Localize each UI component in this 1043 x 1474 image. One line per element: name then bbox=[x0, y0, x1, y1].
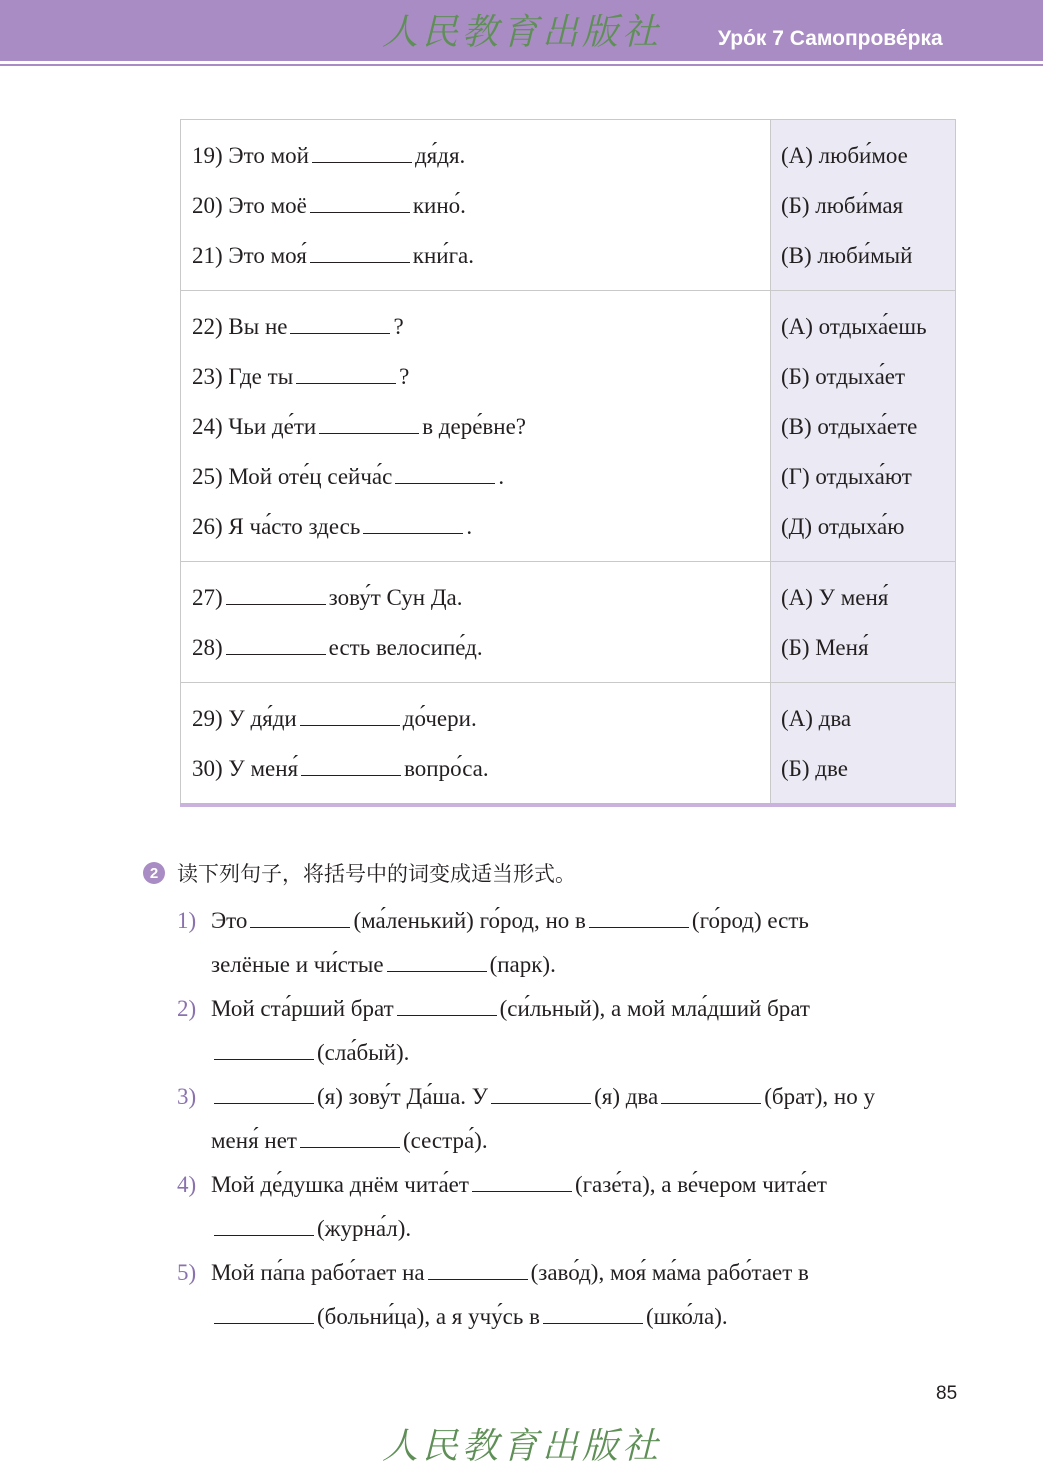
question-text-before: 19) Это мой bbox=[192, 143, 309, 168]
question-text-before: 27) bbox=[192, 585, 223, 610]
question-text-after: вопро́са. bbox=[404, 756, 489, 781]
spacer bbox=[192, 281, 770, 290]
task-text-segment: (я) два bbox=[594, 1084, 659, 1109]
answer-blank[interactable] bbox=[491, 1102, 591, 1104]
question-text-before: 22) Вы не bbox=[192, 314, 288, 339]
task-text-segment: меня́ нет bbox=[211, 1128, 297, 1153]
task-item bbox=[177, 1163, 983, 1251]
task-item-text bbox=[211, 1163, 951, 1251]
spacer bbox=[192, 562, 770, 573]
question-text-before: 30) У меня́ bbox=[192, 756, 299, 781]
task-text-segment: зелёные и чи́стые bbox=[211, 952, 384, 977]
answer-blank[interactable] bbox=[296, 382, 396, 384]
question-cell bbox=[181, 562, 771, 683]
task-text-segment: Мой де́душка днём чита́ет bbox=[211, 1172, 469, 1197]
answer-option: (Б) люби́мая bbox=[781, 193, 904, 218]
spacer bbox=[781, 281, 955, 290]
question-text-before: 24) Чьи де́ти bbox=[192, 414, 317, 439]
task-item-text bbox=[211, 1251, 951, 1339]
answer-blank[interactable] bbox=[319, 432, 419, 434]
answer-blank[interactable] bbox=[428, 1278, 528, 1280]
answer-blank[interactable] bbox=[290, 332, 390, 334]
task-text-segment: (шко́ла). bbox=[645, 1304, 728, 1329]
spacer bbox=[781, 562, 955, 573]
task-text-segment: (парк). bbox=[489, 952, 556, 977]
spacer bbox=[192, 794, 770, 803]
question-text-before: 23) Где ты bbox=[192, 364, 294, 389]
task-text-segment: (си́льный), а мой мла́дший брат bbox=[499, 996, 810, 1021]
question-text-after: до́чери. bbox=[402, 706, 477, 731]
answer-blank[interactable] bbox=[543, 1322, 643, 1324]
options-cell bbox=[771, 683, 956, 806]
answer-blank[interactable] bbox=[226, 653, 326, 655]
spacer bbox=[781, 673, 955, 682]
answer-blank[interactable] bbox=[214, 1322, 314, 1324]
task-item-line bbox=[211, 1163, 951, 1207]
question-text-after: ? bbox=[399, 364, 410, 389]
answer-option: (В) люби́мый bbox=[781, 243, 913, 268]
task-item bbox=[177, 1251, 983, 1339]
task-number-badge: 2 bbox=[143, 862, 165, 884]
table-row bbox=[181, 291, 956, 562]
task-text-segment: (газе́та), а ве́чером чита́ет bbox=[574, 1172, 827, 1197]
answer-option: (Д) отдыха́ю bbox=[781, 514, 905, 539]
question-text-after: в дере́вне? bbox=[422, 414, 527, 439]
task-item bbox=[177, 899, 983, 987]
task-text-segment: (больни́ца), а я учу́сь в bbox=[317, 1304, 540, 1329]
answer-blank[interactable] bbox=[300, 724, 400, 726]
options-cell bbox=[771, 562, 956, 683]
task-item-number: 5) bbox=[177, 1260, 197, 1285]
table-row bbox=[181, 683, 956, 806]
options-cell bbox=[771, 120, 956, 291]
answer-blank[interactable] bbox=[363, 532, 463, 534]
task-2 bbox=[143, 855, 983, 1339]
question-text-after: есть велосипе́д. bbox=[328, 635, 483, 660]
answer-option: (В) отдыха́ете bbox=[781, 414, 918, 439]
task-2-title: 读下列句子，将括号中的词变成适当形式。 bbox=[177, 862, 576, 886]
spacer bbox=[192, 552, 770, 561]
question-text-after: . bbox=[498, 464, 505, 489]
task-2-items bbox=[143, 899, 983, 1339]
task-text-segment: (сестра́). bbox=[402, 1128, 488, 1153]
task-text-segment: Мой ста́рший брат bbox=[211, 996, 394, 1021]
table-row bbox=[181, 120, 956, 291]
answer-option: (А) люби́мое bbox=[781, 143, 908, 168]
task-text-segment: (журна́л). bbox=[317, 1216, 412, 1241]
question-line bbox=[192, 181, 770, 231]
spacer bbox=[192, 683, 770, 694]
question-cell bbox=[181, 291, 771, 562]
question-line bbox=[192, 231, 770, 281]
answer-option: (А) У меня́ bbox=[781, 585, 889, 610]
answer-option: (Б) отдыха́ет bbox=[781, 364, 906, 389]
question-text-before: 28) bbox=[192, 635, 223, 660]
answer-blank[interactable] bbox=[310, 261, 410, 263]
task-item-line bbox=[211, 1295, 951, 1339]
question-text-after: дя́дя. bbox=[414, 143, 466, 168]
question-line bbox=[192, 402, 770, 452]
task-item-text bbox=[211, 1075, 951, 1163]
task-item-number: 4) bbox=[177, 1172, 197, 1197]
question-line bbox=[192, 131, 770, 181]
question-line bbox=[192, 352, 770, 402]
answer-option: (Б) Меня́ bbox=[781, 635, 869, 660]
question-line bbox=[192, 744, 770, 794]
spacer bbox=[192, 291, 770, 302]
task-item bbox=[177, 987, 983, 1075]
exercise-table bbox=[180, 119, 956, 807]
answer-blank[interactable] bbox=[395, 482, 495, 484]
answer-option: (А) два bbox=[781, 706, 852, 731]
question-text-before: 20) Это моё bbox=[192, 193, 307, 218]
spacer bbox=[781, 291, 955, 302]
task-text-segment: (сла́бый). bbox=[317, 1040, 410, 1065]
task-text-segment: (заво́д), моя́ ма́ма рабо́тает в bbox=[530, 1260, 809, 1285]
task-text-segment: Это bbox=[211, 908, 248, 933]
answer-blank[interactable] bbox=[214, 1102, 314, 1104]
spacer bbox=[781, 552, 955, 561]
task-item-line bbox=[211, 1031, 951, 1075]
answer-option: (Б) две bbox=[781, 756, 848, 781]
answer-blank[interactable] bbox=[397, 1014, 497, 1016]
spacer bbox=[781, 683, 955, 694]
question-text-before: 25) Мой оте́ц сейча́с bbox=[192, 464, 393, 489]
task-text-segment: (я) зову́т Да́ша. У bbox=[317, 1084, 489, 1109]
task-item-line bbox=[211, 943, 951, 987]
question-line bbox=[192, 623, 770, 673]
lesson-title: Уро́к 7 Самопрове́рка bbox=[718, 27, 943, 50]
table-row bbox=[181, 562, 956, 683]
question-text-after: . bbox=[466, 514, 473, 539]
task-item-line bbox=[211, 1251, 951, 1295]
page-number: 85 bbox=[936, 1383, 958, 1404]
question-text-before: 29) У дя́ди bbox=[192, 706, 297, 731]
answer-blank[interactable] bbox=[387, 970, 487, 972]
question-text-after: кни́га. bbox=[412, 243, 474, 268]
task-item-line bbox=[211, 1119, 951, 1163]
question-cell bbox=[181, 120, 771, 291]
task-item-line bbox=[211, 987, 951, 1031]
answer-blank[interactable] bbox=[312, 161, 412, 163]
question-cell bbox=[181, 683, 771, 806]
answer-blank[interactable] bbox=[300, 1146, 400, 1148]
spacer bbox=[781, 120, 955, 131]
spacer bbox=[192, 120, 770, 131]
task-item-line bbox=[211, 1207, 951, 1251]
question-line bbox=[192, 573, 770, 623]
task-item-line bbox=[211, 899, 951, 943]
task-text-segment: (ма́ленький) го́род, но в bbox=[353, 908, 586, 933]
task-text-segment: Мой па́па рабо́тает на bbox=[211, 1260, 425, 1285]
answer-blank[interactable] bbox=[472, 1190, 572, 1192]
answer-blank[interactable] bbox=[661, 1102, 761, 1104]
question-text-before: 26) Я ча́сто здесь bbox=[192, 514, 361, 539]
question-line bbox=[192, 302, 770, 352]
answer-option: (Г) отдыха́ют bbox=[781, 464, 912, 489]
question-line bbox=[192, 502, 770, 552]
question-line bbox=[192, 694, 770, 744]
question-text-after: кино́. bbox=[412, 193, 466, 218]
answer-blank[interactable] bbox=[250, 926, 350, 928]
task-item-text bbox=[211, 987, 951, 1075]
task-text-segment: (го́род) есть bbox=[691, 908, 809, 933]
task-item-line bbox=[211, 1075, 951, 1119]
task-item-text bbox=[211, 899, 951, 987]
task-item-number: 1) bbox=[177, 908, 197, 933]
question-text-before: 21) Это моя́ bbox=[192, 243, 307, 268]
spacer bbox=[781, 794, 955, 803]
answer-blank[interactable] bbox=[310, 211, 410, 213]
question-line bbox=[192, 452, 770, 502]
task-item bbox=[177, 1075, 983, 1163]
options-cell bbox=[771, 291, 956, 562]
answer-option: (А) отдыха́ешь bbox=[781, 314, 927, 339]
task-text-segment: (брат), но у bbox=[764, 1084, 875, 1109]
spacer bbox=[192, 673, 770, 682]
footer-publisher-logo: 人民教育出版社 bbox=[382, 1426, 663, 1467]
task-item-number: 3) bbox=[177, 1084, 197, 1109]
answer-blank[interactable] bbox=[301, 774, 401, 776]
task-2-heading bbox=[143, 855, 983, 891]
question-text-after: зову́т Сун Да. bbox=[328, 585, 463, 610]
answer-blank[interactable] bbox=[226, 603, 326, 605]
answer-blank[interactable] bbox=[214, 1234, 314, 1236]
header-divider bbox=[0, 64, 1043, 66]
answer-blank[interactable] bbox=[214, 1058, 314, 1060]
publisher-logo: 人民教育出版社 bbox=[382, 12, 663, 53]
answer-blank[interactable] bbox=[589, 926, 689, 928]
question-text-after: ? bbox=[393, 314, 404, 339]
task-item-number: 2) bbox=[177, 996, 197, 1021]
